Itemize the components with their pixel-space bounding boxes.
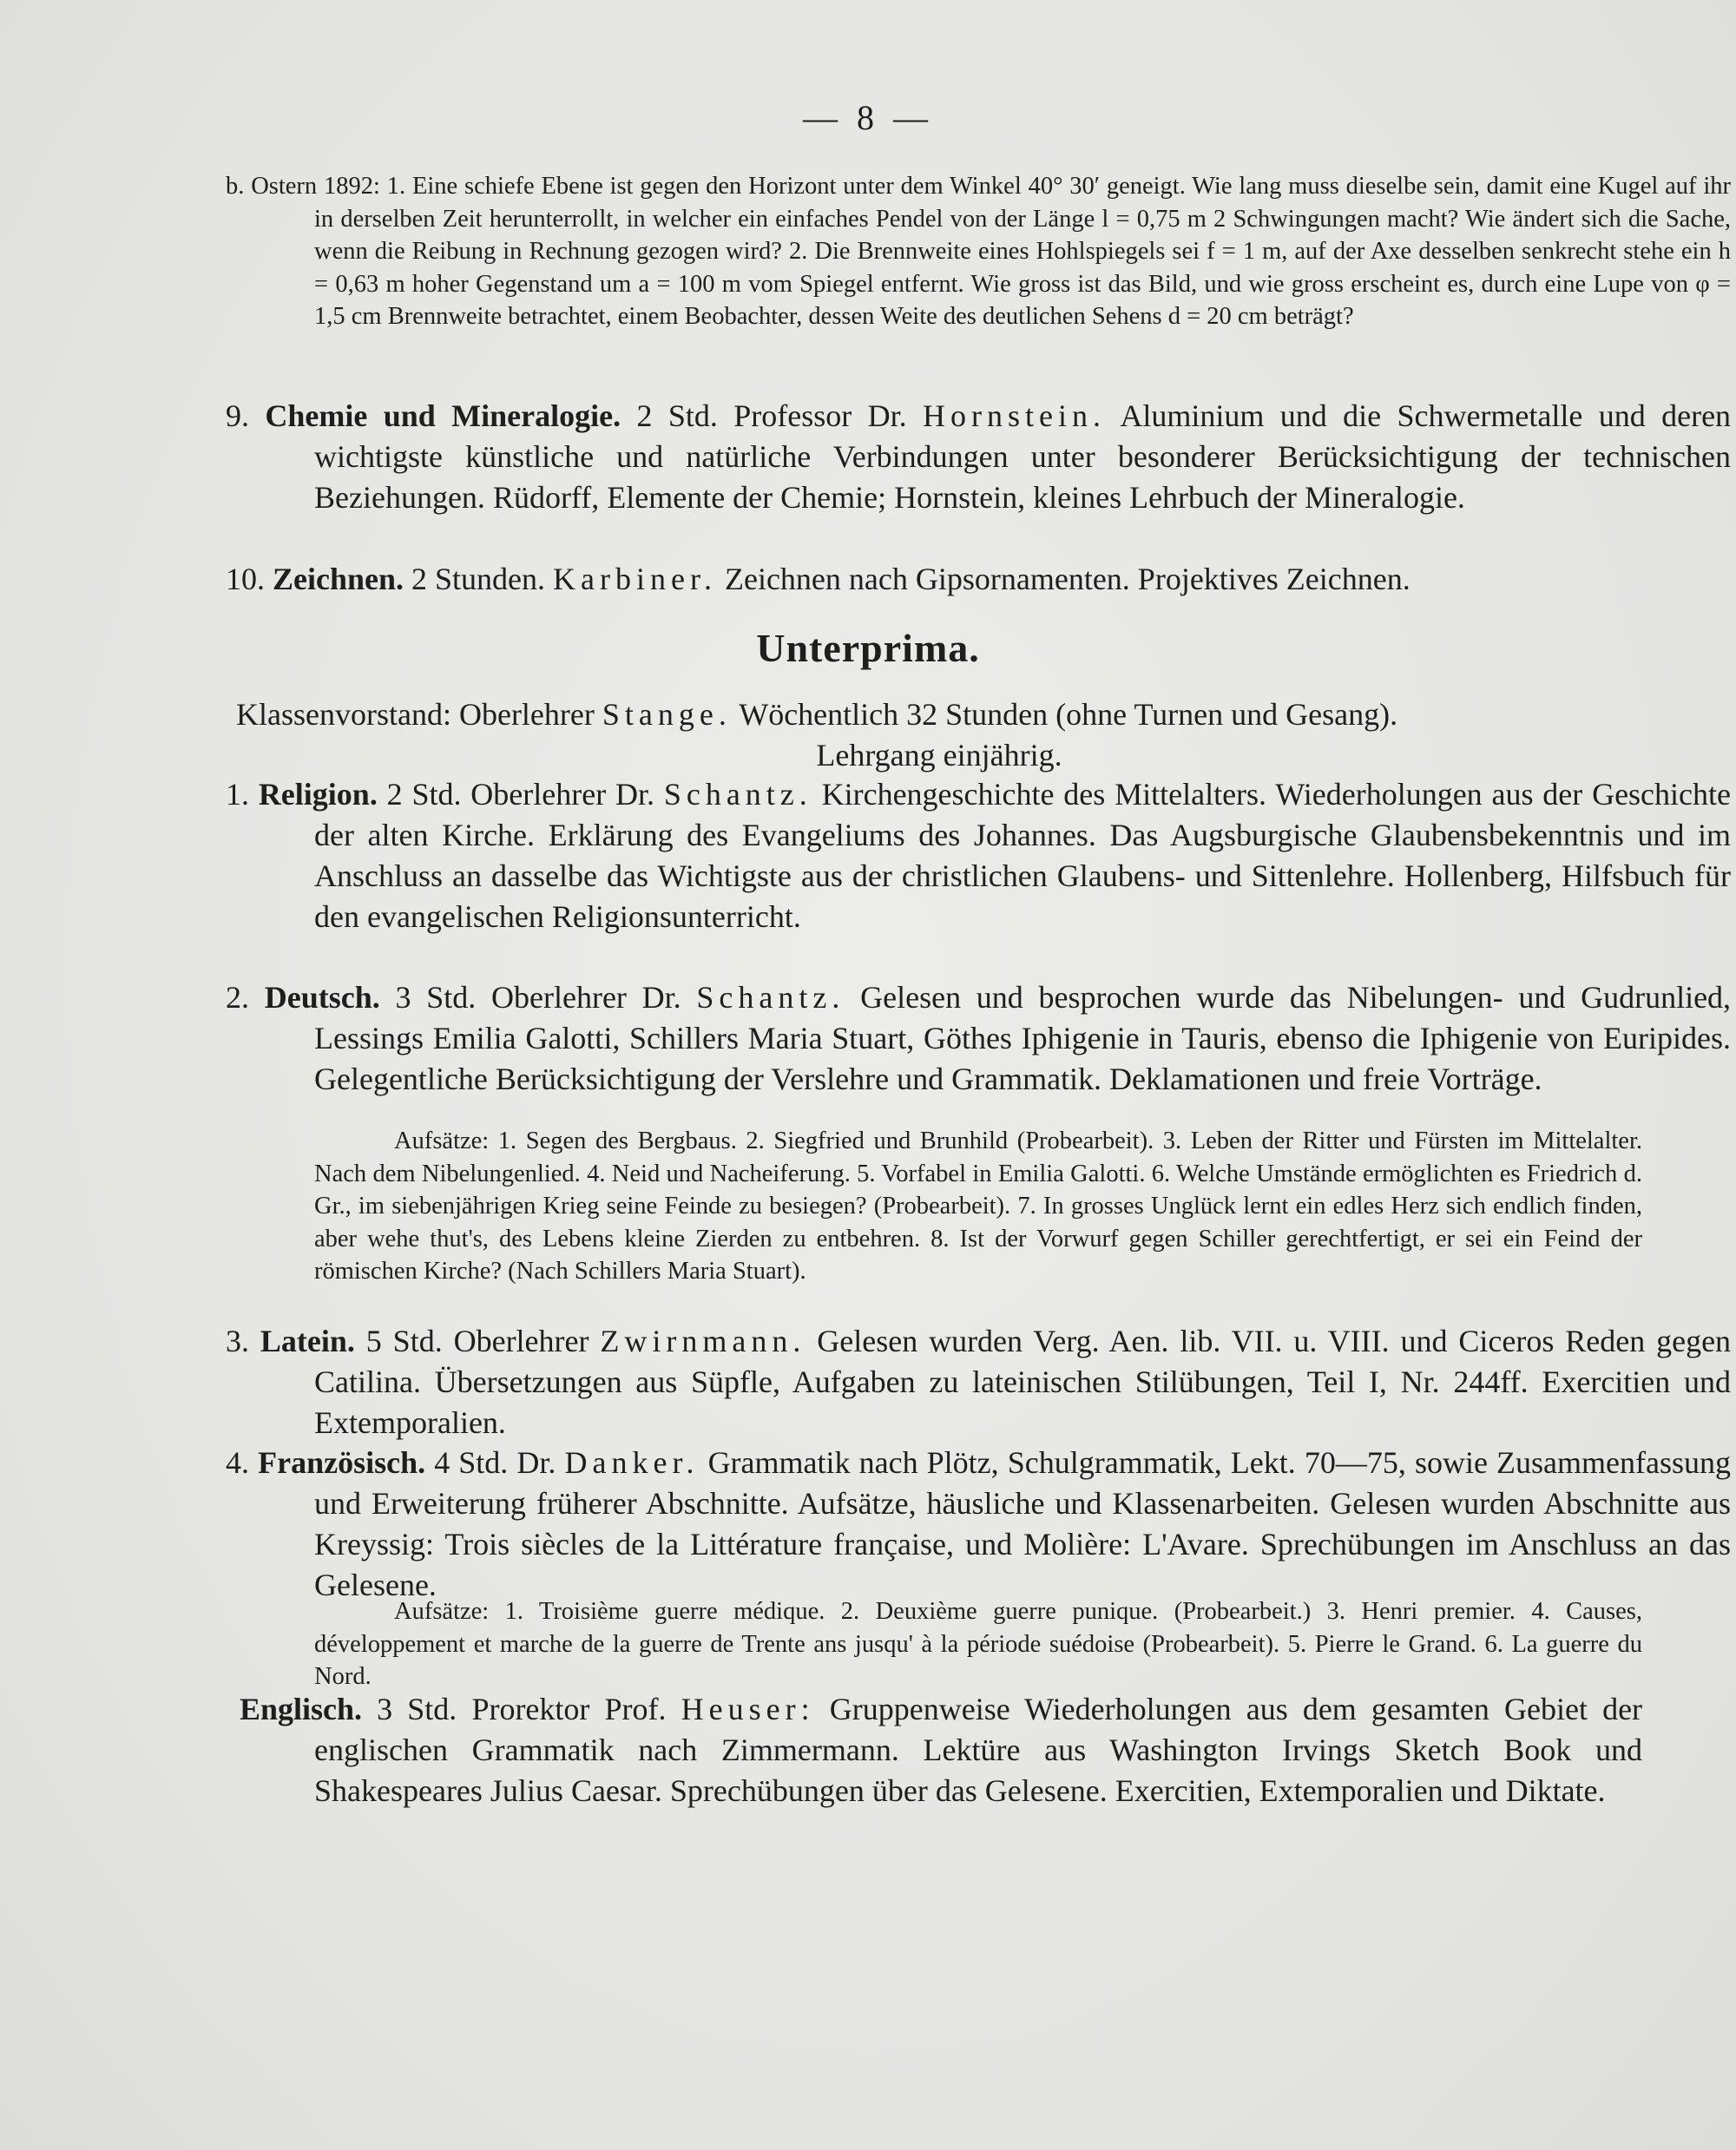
subject-number: 2. [226,980,249,1015]
subject-text: Kirchengeschichte des Mittelalters. Wiederholungen aus der Geschichte der alten Kirche. Erklärung des Evangeliums des Johannes. Das Augsburgische Glaubensbekenntnis und im Anschluss an dasselbe das Wichtigste aus der christlichen Glaubens- und Sittenlehre. Hollenberg, Hilfsbuch für den evangelischen Religionsunterricht. [314,777,1731,934]
teacher-name: Danker. [564,1445,700,1480]
subject-hours: 4 Std. [434,1445,509,1480]
teacher-name: Karbiner. [553,562,717,596]
subject-title: Französisch. [258,1445,426,1480]
teacher-name: Zwirnmann. [600,1324,806,1358]
teacher-title: Oberlehrer [458,697,595,732]
exercise-label: b. Ostern 1892: [226,173,380,200]
subject-hours: 2 Stunden. [411,562,546,596]
aufsaetze-text: Aufsätze: 1. Segen des Bergbaus. 2. Siegfried und Brunhild (Probearbeit). 3. Leben der Ritter und Fürsten im Mittelalter. Nach dem Nibelungenlied. 4. Neid und Nacheiferung. 5. Vorfabel in Emilia Galotti. 6. Welche Umstände ermöglichten es Friedrich d. Gr., im siebenjährigen Krieg seine Feinde zu besiegen? (Probearbeit). 7. In grosses Unglück lernt ein edles Herz sich endlich finden, aber wehe thut's, des Lebens kleine Zierden zu entbehren. 8. Ist der Vorwurf gegen Schiller gerechtfertigt, er sei ein Feind der römischen Kirche? (Nach Schillers Maria Stuart). [314,1128,1642,1285]
subject-zeichnen [226,559,1731,600]
subject-text: Gruppenweise Wiederholungen aus dem gesamten Gebiet der englischen Grammatik nach Zimmermann. Lektüre aus Washington Irvings Sketch Book und Shakespeares Julius Caesar. Sprechübungen über das Gelesene. Exercitien, Extemporalien und Diktate. [314,1692,1643,1808]
teacher-name: Hornstein. [922,398,1106,433]
subject-text: Aluminium und die Schwermetalle und deren wichtigste künstliche und natürliche Verbindungen unter besonderer Berücksichtigung der technischen Beziehungen. Rüdorff, Elemente der Chemie; Hornstein, kleines Lehrbuch der Mineralogie. [314,398,1732,515]
teacher-title: Prorektor Prof. [471,1692,667,1726]
subject-title: Religion. [258,777,378,812]
subject-title: Latein. [260,1324,355,1358]
subject-englisch [240,1689,1642,1811]
teacher-name: Schantz. [663,777,812,812]
subject-number: 10. [226,562,265,596]
exercise-text: 1. Eine schiefe Ebene ist gegen den Horizont unter dem Winkel 40° 30′ geneigt. Wie lang muss dieselbe sein, damit eine Kugel auf ihr in derselben Zeit herunterrollt, in welcher ein einfaches Pendel von der Länge l = 0,75 m 2 Schwingungen macht? Wie ändert sich die Sache, wenn die Reibung in Rechnung gezogen wird? 2. Die Brennweite eines Hohlspiegels sei f = 1 m, auf der Axe desselben senkrecht stehe ein h = 0,63 m hoher Gegenstand um a = 100 m vom Spiegel entfernt. Wie gross ist das Bild, und wie gross erscheint es, durch eine Lupe von φ = 1,5 cm Brennweite betrachtet, einem Beobachter, dessen Weite des deutlichen Sehens d = 20 cm beträgt? [314,173,1732,330]
klassenvorstand-text: Wöchentlich 32 Stunden (ohne Turnen und Gesang). [739,697,1398,732]
subject-text: Grammatik nach Plötz, Schulgrammatik, Lekt. 70—75, sowie Zusammenfassung und Erweiterung früherer Abschnitte. Aufsätze, häusliche und Klassenarbeiten. Gelesen wurden Abschnitte aus Kreyssig: Trois siècles de la Littérature française, und Molière: L'Avare. Sprechübungen im Anschluss an das Gelesene. [314,1445,1731,1602]
teacher-title: Dr. [516,1445,556,1480]
subject-text: Gelesen und besprochen wurde das Nibelungen- und Gudrunlied, Lessings Emilia Galotti, Schillers Maria Stuart, Göthes Iphigenie in Tauris, ebenso die Iphigenie von Euripides. Gelegentliche Berücksichtigung der Verslehre und Grammatik. Deklamationen und freie Vorträge. [314,980,1732,1096]
subject-number: 4. [226,1445,249,1480]
subject-latein [226,1321,1731,1443]
subject-text: Gelesen wurden Verg. Aen. lib. VII. u. VIII. und Ciceros Reden gegen Catilina. Übersetzungen aus Süpfle, Aufgaben zu lateinischen Stilübungen, Teil I, Nr. 244ff. Exercitien und Extemporalien. [314,1324,1732,1440]
section-title: Unterprima. [756,626,980,670]
klassenvorstand [236,694,1642,776]
subject-number: 1. [226,777,249,812]
klassenvorstand-label: Klassenvorstand: [236,697,451,732]
subject-religion [226,774,1731,937]
subject-text: Zeichnen nach Gipsornamenten. Projektives Zeichnen. [724,562,1410,596]
subject-franzoesisch [226,1443,1731,1606]
subject-title: Zeichnen. [273,562,404,596]
subject-hours: 2 Std. [386,777,462,812]
teacher-name: Heuser: [681,1692,815,1726]
teacher-name: Schantz. [696,980,845,1015]
teacher-title: Professor Dr. [733,398,907,433]
aufsaetze-text: Aufsätze: 1. Troisième guerre médique. 2. Deuxième guerre punique. (Probearbeit.) 3. Henri premier. 4. Causes, développement et marche de la guerre de Trente ans jusqu' à la période suédoise (Probearbeit). 5. Pierre le Grand. 6. La guerre du Nord. [314,1598,1642,1690]
subject-number: 3. [226,1324,249,1358]
subject-chemie [226,396,1731,518]
subject-title: Chemie und Mineralogie. [265,398,621,433]
subject-hours: 5 Std. [365,1324,443,1358]
teacher-title: Oberlehrer Dr. [470,777,655,812]
teacher-title: Oberlehrer Dr. [491,980,681,1015]
subject-hours: 2 Std. [636,398,718,433]
teacher-name: Stange. [602,697,732,732]
teacher-title: Oberlehrer [453,1324,589,1358]
subject-title: Deutsch. [264,980,380,1015]
deutsch-aufsaetze [314,1125,1642,1288]
franzoesisch-aufsaetze [314,1595,1642,1693]
physics-exercises [226,170,1731,333]
subject-hours: 3 Std. [395,980,477,1015]
lehrgang: Lehrgang einjährig. [816,738,1062,773]
page-number: — 8 — [803,98,933,137]
subject-number: 9. [226,398,249,433]
subject-hours: 3 Std. [377,1692,457,1726]
subject-title: Englisch. [240,1692,363,1726]
subject-deutsch [226,977,1731,1100]
